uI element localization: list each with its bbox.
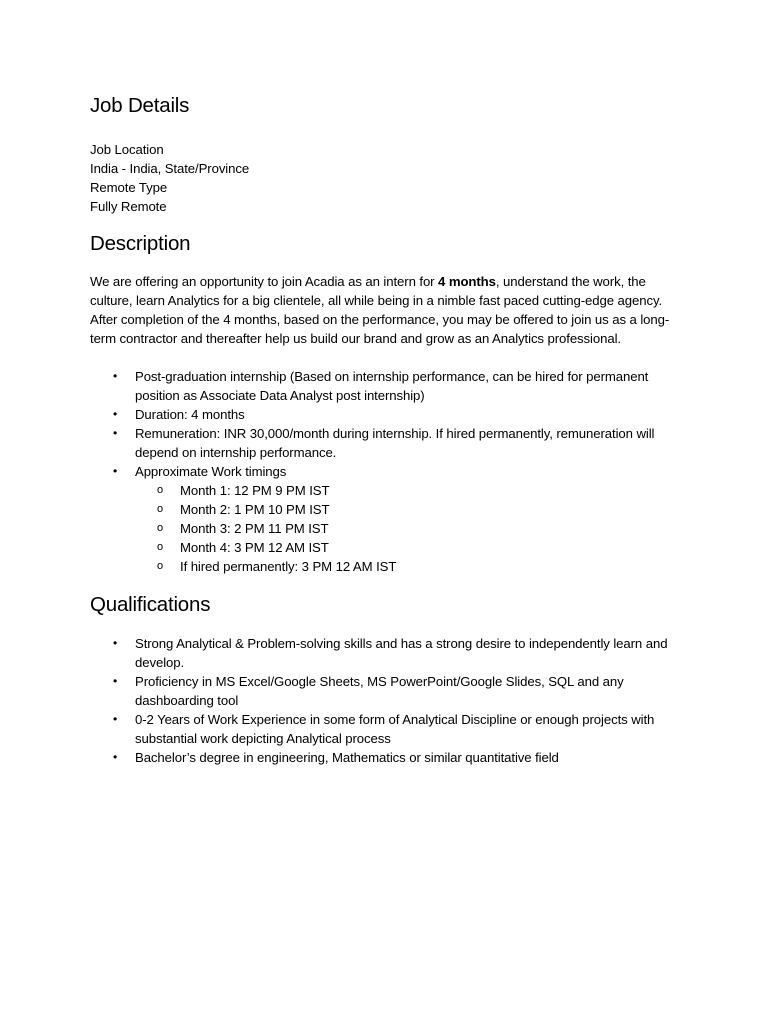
bullet-icon: • bbox=[113, 369, 118, 383]
circle-bullet-icon: o bbox=[157, 484, 164, 496]
remote-type-label: Remote Type bbox=[90, 180, 168, 195]
circle-bullet-icon: o bbox=[157, 560, 164, 572]
list-item bbox=[90, 634, 683, 672]
bullet-icon: • bbox=[113, 674, 118, 688]
bullet-icon: • bbox=[113, 464, 118, 478]
list-item bbox=[90, 748, 683, 767]
job-location-label: Job Location bbox=[90, 142, 164, 157]
sub-list-item-text: Month 3: 2 PM 11 PM IST bbox=[180, 521, 329, 536]
list-item bbox=[90, 672, 683, 710]
sub-list-item bbox=[135, 500, 680, 519]
description-bold-duration: 4 months bbox=[438, 274, 496, 289]
list-item bbox=[90, 405, 680, 424]
list-item bbox=[90, 462, 680, 576]
list-item-text: Duration: 4 months bbox=[135, 407, 245, 422]
sub-list-item bbox=[135, 519, 680, 538]
list-item-text: Proficiency in MS Excel/Google Sheets, MS PowerPoint/Google Slides, SQL and any dashboarding tool bbox=[135, 674, 624, 708]
job-details-block bbox=[90, 140, 690, 216]
bullet-icon: • bbox=[113, 750, 118, 764]
bullet-icon: • bbox=[113, 426, 118, 440]
sub-list-item-text: If hired permanently: 3 PM 12 AM IST bbox=[180, 559, 397, 574]
job-details-heading: Job Details bbox=[90, 94, 190, 117]
work-timings-list bbox=[135, 481, 680, 576]
description-heading: Description bbox=[90, 232, 191, 255]
list-item bbox=[90, 367, 680, 405]
qualifications-heading: Qualifications bbox=[90, 593, 211, 616]
bullet-icon: • bbox=[113, 407, 118, 421]
bullet-icon: • bbox=[113, 636, 118, 650]
sub-list-item-text: Month 1: 12 PM 9 PM IST bbox=[180, 483, 330, 498]
bullet-icon: • bbox=[113, 712, 118, 726]
sub-list-item-text: Month 2: 1 PM 10 PM IST bbox=[180, 502, 330, 517]
list-item-text: Post-graduation internship (Based on internship performance, can be hired for permanent position as Associate Data Analyst post internship) bbox=[135, 369, 649, 403]
list-item-text: Strong Analytical & Problem-solving skills and has a strong desire to independently learn and develop. bbox=[135, 636, 668, 670]
list-item-text: Approximate Work timings bbox=[135, 464, 287, 479]
document-page bbox=[90, 92, 690, 767]
sub-list-item bbox=[135, 481, 680, 500]
circle-bullet-icon: o bbox=[157, 503, 164, 515]
description-text-end: , understand the work, the culture, learn Analytics for a big clientele, all while being in a nimble fast paced cutting-edge agency. After completion of the 4 months, based on the performance, you may be offered to join us as a long-term contractor and thereafter help us build our brand and grow as an Analytics professional. bbox=[90, 274, 670, 346]
circle-bullet-icon: o bbox=[157, 522, 164, 534]
list-item bbox=[90, 710, 683, 748]
list-item-text: Bachelor’s degree in engineering, Mathematics or similar quantitative field bbox=[135, 750, 559, 765]
remote-type-value: Fully Remote bbox=[90, 199, 167, 214]
qualifications-bullet-list bbox=[90, 634, 690, 767]
job-location-value: India - India, State/Province bbox=[90, 161, 250, 176]
sub-list-item bbox=[135, 557, 680, 576]
list-item bbox=[90, 424, 680, 462]
description-text-start: We are offering an opportunity to join Acadia as an intern for bbox=[90, 274, 439, 289]
list-item-text: Remuneration: INR 30,000/month during internship. If hired permanently, remuneration will depend on internship performance. bbox=[135, 426, 655, 460]
circle-bullet-icon: o bbox=[157, 541, 164, 553]
sub-list-item-text: Month 4: 3 PM 12 AM IST bbox=[180, 540, 329, 555]
description-paragraph bbox=[90, 272, 680, 348]
sub-list-item bbox=[135, 538, 680, 557]
list-item-text: 0-2 Years of Work Experience in some form of Analytical Discipline or enough projects with substantial work depicting Analytical process bbox=[135, 712, 655, 746]
description-bullet-list bbox=[90, 367, 690, 576]
